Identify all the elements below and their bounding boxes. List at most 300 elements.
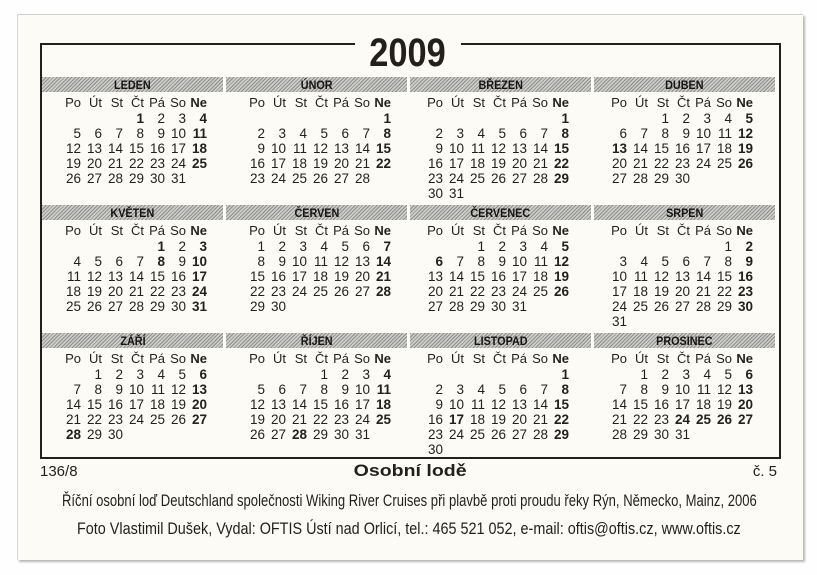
- weekday-label: Út: [89, 223, 102, 238]
- day-cell: 10: [695, 126, 711, 141]
- day-cell: 3: [619, 254, 627, 269]
- day-cell: 24: [511, 284, 527, 299]
- day-cell: 14: [611, 397, 627, 412]
- day-cell: 20: [86, 156, 102, 171]
- photo-caption: [62, 491, 757, 511]
- day-cell: 8: [477, 254, 485, 269]
- day-cell: 26: [65, 171, 81, 186]
- weekday-label: So: [170, 223, 186, 238]
- weekday-label: Po: [65, 95, 81, 110]
- day-cell: 29: [632, 427, 648, 442]
- day-cell: 3: [703, 111, 711, 126]
- day-cell: 25: [312, 284, 328, 299]
- day-cell: 19: [249, 412, 265, 427]
- weekday-label: Ne: [374, 95, 391, 110]
- day-cell: 14: [128, 269, 144, 284]
- month-name: PROSINEC: [656, 334, 713, 348]
- day-cell: 3: [178, 111, 186, 126]
- day-cell: 13: [611, 141, 627, 156]
- weekday-label: So: [170, 351, 186, 366]
- weekday-label: Pá: [333, 95, 349, 110]
- weekday-label: Ne: [374, 351, 391, 366]
- day-cell: 20: [737, 397, 753, 412]
- day-cell: 26: [490, 427, 506, 442]
- weekday-label: Čt: [315, 351, 328, 366]
- day-cell: 26: [737, 156, 753, 171]
- weekday-label: Čt: [493, 351, 506, 366]
- day-cell: 31: [354, 427, 370, 442]
- day-cell: 9: [278, 254, 286, 269]
- card-number: č. 5: [752, 463, 777, 480]
- month-block: [226, 205, 407, 329]
- day-cell: 6: [682, 254, 690, 269]
- day-cell: 24: [191, 284, 207, 299]
- day-cell: 17: [695, 141, 711, 156]
- day-cell: 1: [383, 111, 391, 126]
- day-cell: 23: [149, 156, 165, 171]
- day-cell: 16: [149, 141, 165, 156]
- weekday-label: Ne: [736, 95, 753, 110]
- day-cell: 12: [653, 269, 669, 284]
- weekday-label: So: [532, 95, 548, 110]
- day-cell: 16: [427, 412, 443, 427]
- day-cell: 19: [312, 156, 328, 171]
- day-cell: 21: [611, 412, 627, 427]
- weekday-label: Pá: [511, 351, 527, 366]
- day-cell: 22: [312, 412, 328, 427]
- day-cell: 23: [170, 284, 186, 299]
- day-cell: 15: [128, 141, 144, 156]
- day-cell: 1: [320, 367, 328, 382]
- day-cell: 6: [362, 239, 370, 254]
- day-cell: 31: [448, 186, 464, 201]
- day-cell: 26: [86, 299, 102, 314]
- day-cell: 16: [107, 397, 123, 412]
- weekday-label: Út: [635, 223, 648, 238]
- weekday-label: Út: [451, 95, 464, 110]
- day-cell: 29: [469, 299, 485, 314]
- day-cell: 11: [150, 382, 165, 397]
- day-cell: 10: [191, 254, 207, 269]
- day-cell: 21: [695, 284, 711, 299]
- weekday-label: Po: [65, 351, 81, 366]
- day-cell: 28: [695, 299, 711, 314]
- day-cell: 19: [653, 284, 669, 299]
- day-cell: 5: [661, 254, 669, 269]
- month-header: [410, 77, 591, 92]
- day-cell: 22: [469, 284, 485, 299]
- day-cell: 26: [333, 284, 349, 299]
- day-cell: 25: [632, 299, 648, 314]
- day-cell: 25: [695, 412, 711, 427]
- day-cell: 3: [299, 239, 307, 254]
- day-cell: 12: [716, 382, 732, 397]
- day-cell: 20: [674, 284, 690, 299]
- day-cell: 11: [376, 382, 391, 397]
- weekday-label: St: [110, 351, 123, 366]
- weekday-label: Po: [427, 351, 443, 366]
- day-cell: 14: [532, 397, 548, 412]
- month-header: [594, 77, 775, 92]
- day-cell: 28: [448, 299, 464, 314]
- day-cell: 10: [448, 141, 464, 156]
- day-cell: 7: [456, 254, 464, 269]
- month-name: SRPEN: [665, 206, 704, 220]
- day-cell: 9: [257, 141, 265, 156]
- day-cell: 21: [291, 412, 307, 427]
- day-cell: 31: [611, 314, 627, 329]
- day-cell: 4: [157, 367, 165, 382]
- day-cell: 3: [682, 367, 690, 382]
- day-cell: 14: [354, 141, 370, 156]
- day-cell: 22: [716, 284, 732, 299]
- day-cell: 9: [661, 382, 669, 397]
- weekday-label: Čt: [493, 223, 506, 238]
- day-cell: 31: [674, 427, 690, 442]
- day-cell: 10: [511, 254, 527, 269]
- weekday-label: Ne: [190, 223, 207, 238]
- day-cell: 9: [157, 126, 165, 141]
- weekday-label: So: [354, 223, 370, 238]
- day-cell: 26: [249, 427, 265, 442]
- day-cell: 2: [178, 239, 186, 254]
- day-cell: 7: [540, 126, 548, 141]
- day-cell: 11: [470, 397, 485, 412]
- day-cell: 28: [107, 171, 123, 186]
- day-cell: 28: [128, 299, 144, 314]
- day-cell: 1: [94, 367, 102, 382]
- day-cell: 6: [115, 254, 123, 269]
- day-cell: 13: [674, 269, 690, 284]
- day-cell: 13: [107, 269, 123, 284]
- day-cell: 27: [354, 284, 370, 299]
- day-cell: 5: [745, 111, 753, 126]
- weekday-label: Pá: [149, 351, 165, 366]
- day-cell: 23: [737, 284, 753, 299]
- day-cell: 23: [674, 156, 690, 171]
- day-cell: 14: [448, 269, 464, 284]
- day-cell: 3: [456, 126, 464, 141]
- day-cell: 28: [632, 171, 648, 186]
- day-cell: 24: [674, 412, 690, 427]
- weekday-label: Ne: [374, 223, 391, 238]
- day-cell: 16: [249, 156, 265, 171]
- day-cell: 19: [716, 397, 732, 412]
- day-cell: 27: [191, 412, 207, 427]
- day-cell: 9: [745, 254, 753, 269]
- day-cell: 30: [170, 299, 186, 314]
- weekday-label: Čt: [315, 223, 328, 238]
- day-cell: 4: [724, 111, 732, 126]
- month-name: ČERVENEC: [470, 206, 531, 220]
- weekday-label: Ne: [190, 351, 207, 366]
- day-cell: 5: [73, 126, 81, 141]
- weekday-label: Út: [273, 223, 286, 238]
- month-header: [42, 333, 223, 348]
- day-cell: 28: [611, 427, 627, 442]
- day-cell: 30: [270, 299, 286, 314]
- day-cell: 13: [333, 141, 349, 156]
- weekday-label: Po: [427, 223, 443, 238]
- weekday-label: Ne: [190, 95, 207, 110]
- month-block: [594, 77, 775, 201]
- day-cell: 2: [257, 126, 265, 141]
- day-cell: 26: [490, 171, 506, 186]
- weekday-label: Út: [89, 351, 102, 366]
- weekday-label: Čt: [677, 223, 690, 238]
- day-cell: 10: [354, 382, 370, 397]
- day-cell: 4: [73, 254, 81, 269]
- year-text: 2009: [368, 31, 446, 75]
- day-cell: 18: [149, 397, 165, 412]
- day-cell: 7: [703, 254, 711, 269]
- day-cell: 11: [192, 126, 207, 141]
- day-cell: 4: [477, 382, 485, 397]
- day-cell: 5: [178, 367, 186, 382]
- day-cell: 18: [632, 284, 648, 299]
- day-cell: 27: [511, 171, 527, 186]
- day-cell: 1: [640, 367, 648, 382]
- day-cell: 18: [532, 269, 548, 284]
- day-cell: 20: [333, 156, 349, 171]
- day-cell: 18: [716, 141, 732, 156]
- day-cell: 19: [65, 156, 81, 171]
- day-cell: 14: [695, 269, 711, 284]
- month-block: [410, 77, 591, 201]
- day-cell: 21: [354, 156, 370, 171]
- day-cell: 23: [107, 412, 123, 427]
- month-name: DUBEN: [665, 78, 704, 92]
- month-header: [594, 333, 775, 348]
- weekday-label: Po: [249, 351, 265, 366]
- day-cell: 21: [532, 412, 548, 427]
- day-cell: 6: [619, 126, 627, 141]
- day-cell: 28: [354, 171, 370, 186]
- day-cell: 1: [157, 239, 165, 254]
- series-title-text: Osobní lodě: [353, 461, 467, 480]
- weekday-label: Čt: [677, 351, 690, 366]
- day-cell: 22: [553, 156, 569, 171]
- day-cell: 5: [341, 239, 349, 254]
- day-cell: 27: [674, 299, 690, 314]
- day-cell: 25: [469, 171, 485, 186]
- month-name: ZÁŘÍ: [119, 334, 146, 348]
- weekday-label: Čt: [131, 95, 144, 110]
- day-cell: 10: [448, 397, 464, 412]
- day-cell: 4: [199, 111, 207, 126]
- day-cell: 8: [640, 382, 648, 397]
- day-cell: 30: [107, 427, 123, 442]
- day-cell: 17: [511, 269, 527, 284]
- day-cell: 4: [383, 367, 391, 382]
- day-cell: 6: [435, 254, 443, 269]
- day-cell: 21: [65, 412, 81, 427]
- day-cell: 23: [249, 171, 265, 186]
- day-cell: 29: [653, 171, 669, 186]
- day-cell: 19: [553, 269, 569, 284]
- day-cell: 8: [561, 126, 569, 141]
- weekday-label: So: [354, 351, 370, 366]
- month-block: [594, 333, 775, 457]
- month-block: [410, 205, 591, 329]
- day-cell: 27: [427, 299, 443, 314]
- day-cell: 24: [695, 156, 711, 171]
- day-cell: 29: [553, 171, 569, 186]
- day-cell: 11: [470, 141, 485, 156]
- day-cell: 17: [448, 156, 464, 171]
- day-cell: 11: [533, 254, 548, 269]
- day-cell: 9: [682, 126, 690, 141]
- day-cell: 15: [469, 269, 485, 284]
- day-cell: 26: [170, 412, 186, 427]
- month-name: LISTOPAD: [473, 334, 528, 348]
- day-cell: 27: [511, 427, 527, 442]
- day-cell: 21: [107, 156, 123, 171]
- day-cell: 11: [292, 141, 307, 156]
- day-cell: 1: [561, 111, 569, 126]
- day-cell: 9: [178, 254, 186, 269]
- day-cell: 8: [157, 254, 165, 269]
- day-cell: 22: [632, 412, 648, 427]
- weekday-label: So: [532, 351, 548, 366]
- day-cell: 22: [653, 156, 669, 171]
- day-cell: 6: [341, 126, 349, 141]
- day-cell: 17: [611, 284, 627, 299]
- day-cell: 23: [427, 171, 443, 186]
- day-cell: 3: [519, 239, 527, 254]
- day-cell: 25: [65, 299, 81, 314]
- month-block: [226, 77, 407, 201]
- day-cell: 31: [511, 299, 527, 314]
- month-block: [410, 333, 591, 457]
- day-cell: 17: [191, 269, 207, 284]
- day-cell: 19: [490, 412, 506, 427]
- day-cell: 27: [107, 299, 123, 314]
- day-cell: 15: [149, 269, 165, 284]
- day-cell: 12: [737, 126, 753, 141]
- day-cell: 30: [427, 186, 443, 201]
- day-cell: 23: [427, 427, 443, 442]
- day-cell: 8: [136, 126, 144, 141]
- day-cell: 29: [716, 299, 732, 314]
- day-cell: 28: [375, 284, 391, 299]
- day-cell: 10: [611, 269, 627, 284]
- day-cell: 10: [674, 382, 690, 397]
- day-cell: 16: [427, 156, 443, 171]
- day-cell: 9: [435, 141, 443, 156]
- day-cell: 10: [291, 254, 307, 269]
- day-cell: 29: [149, 299, 165, 314]
- day-cell: 29: [553, 427, 569, 442]
- day-cell: 8: [94, 382, 102, 397]
- day-cell: 7: [299, 382, 307, 397]
- day-cell: 20: [511, 156, 527, 171]
- month-name: ČERVEN: [294, 206, 339, 220]
- day-cell: 6: [278, 382, 286, 397]
- day-cell: 4: [640, 254, 648, 269]
- day-cell: 8: [561, 382, 569, 397]
- weekday-label: St: [294, 223, 307, 238]
- day-cell: 11: [717, 126, 732, 141]
- day-cell: 16: [737, 269, 753, 284]
- day-cell: 13: [427, 269, 443, 284]
- day-cell: 9: [341, 382, 349, 397]
- weekday-label: St: [294, 351, 307, 366]
- day-cell: 12: [65, 141, 81, 156]
- day-cell: 29: [86, 427, 102, 442]
- weekday-label: Út: [451, 223, 464, 238]
- day-cell: 17: [448, 412, 464, 427]
- weekday-label: Ne: [736, 223, 753, 238]
- day-cell: 4: [320, 239, 328, 254]
- day-cell: 30: [149, 171, 165, 186]
- month-block: [42, 333, 223, 457]
- series-title: [352, 461, 468, 481]
- month-block: [42, 77, 223, 201]
- day-cell: 11: [633, 269, 648, 284]
- photo-caption-text: Říční osobní loď Deutschland společnosti Wiking River Cruises při plavbě proti proudu řeky Rýn, Německo, Mainz, 2006: [62, 492, 757, 510]
- weekday-label: Po: [65, 223, 81, 238]
- day-cell: 22: [128, 156, 144, 171]
- day-cell: 17: [128, 397, 144, 412]
- day-cell: 24: [611, 299, 627, 314]
- day-cell: 7: [383, 239, 391, 254]
- month-header: [42, 205, 223, 220]
- day-cell: 10: [270, 141, 286, 156]
- day-cell: 8: [383, 126, 391, 141]
- day-cell: 3: [456, 382, 464, 397]
- day-cell: 30: [653, 427, 669, 442]
- day-cell: 18: [65, 284, 81, 299]
- day-cell: 18: [312, 269, 328, 284]
- month-header: [226, 205, 407, 220]
- day-cell: 19: [86, 284, 102, 299]
- day-cell: 17: [291, 269, 307, 284]
- weekday-label: St: [656, 223, 669, 238]
- day-cell: 14: [65, 397, 81, 412]
- month-name: KVĚTEN: [110, 206, 155, 220]
- day-cell: 1: [661, 111, 669, 126]
- day-cell: 5: [320, 126, 328, 141]
- day-cell: 6: [519, 382, 527, 397]
- weekday-label: Út: [273, 351, 286, 366]
- day-cell: 28: [532, 171, 548, 186]
- weekday-label: Út: [451, 351, 464, 366]
- day-cell: 5: [724, 367, 732, 382]
- day-cell: 3: [278, 126, 286, 141]
- day-cell: 7: [640, 126, 648, 141]
- day-cell: 19: [490, 156, 506, 171]
- day-cell: 25: [291, 171, 307, 186]
- card-code: 136/8: [40, 463, 78, 480]
- day-cell: 7: [362, 126, 370, 141]
- weekday-label: Ne: [552, 351, 569, 366]
- day-cell: 5: [257, 382, 265, 397]
- day-cell: 13: [737, 382, 753, 397]
- day-cell: 21: [448, 284, 464, 299]
- day-cell: 8: [257, 254, 265, 269]
- weekday-label: Út: [273, 95, 286, 110]
- day-cell: 30: [674, 171, 690, 186]
- day-cell: 1: [561, 367, 569, 382]
- weekday-label: Po: [249, 223, 265, 238]
- day-cell: 27: [737, 412, 753, 427]
- month-header: [410, 333, 591, 348]
- day-cell: 2: [115, 367, 123, 382]
- day-cell: 19: [170, 397, 186, 412]
- weekday-label: Pá: [149, 95, 165, 110]
- day-cell: 15: [553, 141, 569, 156]
